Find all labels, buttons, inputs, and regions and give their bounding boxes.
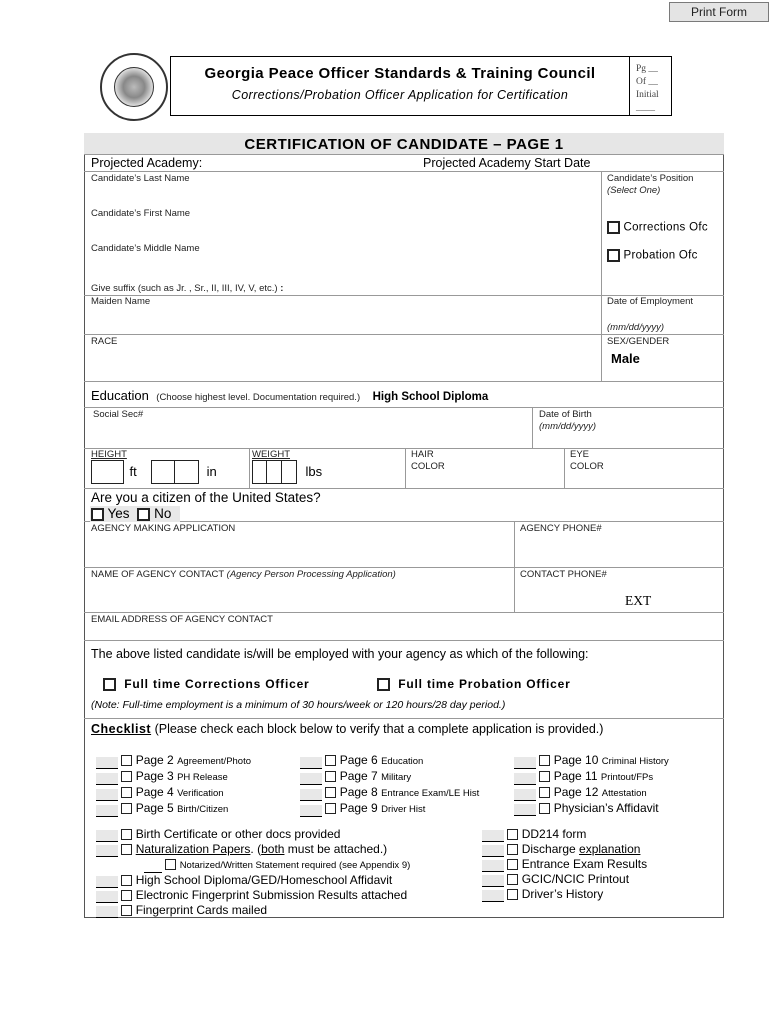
weight-fields <box>252 460 322 484</box>
height-in-input-1[interactable] <box>151 460 175 484</box>
hair-color-label <box>411 449 445 473</box>
eye-word: EYE <box>570 449 590 460</box>
checklist-item[interactable]: Birth Certificate or other docs provided <box>96 827 410 842</box>
checklist-item[interactable]: Page 11 Printout/FPs <box>514 769 669 785</box>
hair-word: HAIR <box>411 449 434 460</box>
citizen-no-label: No <box>154 506 172 521</box>
last-name-label: Candidate’s Last Name <box>91 173 190 184</box>
checklist-item[interactable]: Notarized/Written Statement required (see Appendix 9) <box>96 857 410 873</box>
citizen-no-checkbox[interactable] <box>137 508 150 521</box>
checkbox[interactable] <box>325 787 336 798</box>
checkbox[interactable] <box>121 905 132 916</box>
corrections-option[interactable] <box>607 221 708 234</box>
checkbox[interactable] <box>539 803 550 814</box>
fulltime-corrections-option[interactable] <box>103 677 310 691</box>
page-initial-box <box>630 56 672 116</box>
middle-name-label: Candidate’s Middle Name <box>91 243 200 254</box>
fulltime-corrections-label: Full time Corrections Officer <box>124 677 310 691</box>
checklist-item[interactable]: Page 10 Criminal History <box>514 753 669 769</box>
checklist-item[interactable]: Page 8 Entrance Exam/LE Hist <box>300 785 479 801</box>
initial-label: Initial <box>636 90 659 100</box>
agency-contact-text: NAME OF AGENCY CONTACT <box>91 569 225 580</box>
checklist-item[interactable]: Page 3 PH Release <box>96 769 251 785</box>
race-label: RACE <box>91 336 118 347</box>
form-title: CERTIFICATION OF CANDIDATE – PAGE 1 <box>84 133 724 155</box>
email-label: EMAIL ADDRESS OF AGENCY CONTACT <box>91 614 273 625</box>
citizen-options <box>90 506 180 522</box>
checklist-item[interactable]: Discharge explanation <box>482 842 647 857</box>
checkbox[interactable] <box>121 844 132 855</box>
checklist-item[interactable]: High School Diploma/GED/Homeschool Affidavit <box>96 873 410 888</box>
checklist-item[interactable]: Electronic Fingerprint Submission Results attached <box>96 888 410 903</box>
checkbox[interactable] <box>165 859 176 870</box>
hair-color-word: COLOR <box>411 461 445 472</box>
agency-app-label: AGENCY MAKING APPLICATION <box>91 523 236 534</box>
height-in-input-2[interactable] <box>175 460 199 484</box>
citizen-question: Are you a citizen of the United States? <box>91 490 321 505</box>
suffix-label <box>91 283 283 294</box>
checklist-item[interactable]: Page 2 Agreement/Photo <box>96 753 251 769</box>
checkbox[interactable] <box>121 771 132 782</box>
eye-color-word: COLOR <box>570 461 604 472</box>
fulltime-probation-checkbox[interactable] <box>377 678 390 691</box>
checklist-item[interactable]: Page 9 Driver Hist <box>300 801 479 817</box>
eye-color-label <box>570 449 604 473</box>
probation-label: Probation Ofc <box>623 249 698 262</box>
ext-label: EXT <box>625 593 652 608</box>
checkbox[interactable] <box>507 889 518 900</box>
suffix-colon: : <box>280 283 284 294</box>
checklist-item[interactable]: Fingerprint Cards mailed <box>96 903 410 918</box>
height-ft-input[interactable] <box>91 460 124 484</box>
print-form-button[interactable]: Print Form <box>669 2 769 22</box>
page-number-label: Pg __ <box>636 64 658 74</box>
corrections-label: Corrections Ofc <box>623 221 708 234</box>
checkbox[interactable] <box>325 771 336 782</box>
ssn-label: Social Sec# <box>93 409 144 420</box>
checklist-col2 <box>300 753 479 817</box>
fulltime-corrections-checkbox[interactable] <box>103 678 116 691</box>
education-value[interactable]: High School Diploma <box>372 391 489 403</box>
height-label: HEIGHT <box>91 449 127 460</box>
checkbox[interactable] <box>507 844 518 855</box>
checkbox[interactable] <box>121 787 132 798</box>
date-employment-label: Date of Employment <box>607 296 694 307</box>
sex-value[interactable]: Male <box>611 351 640 366</box>
height-fields <box>91 460 217 484</box>
checklist-col3 <box>514 753 669 816</box>
weight-input-1[interactable] <box>252 460 267 484</box>
sex-label: SEX/GENDER <box>607 336 670 347</box>
checkbox[interactable] <box>325 755 336 766</box>
checklist-item[interactable]: Page 4 Verification <box>96 785 251 801</box>
initial-blank: ____ <box>636 103 655 113</box>
checkbox[interactable] <box>507 859 518 870</box>
header-subtitle: Corrections/Probation Officer Application for Certification <box>231 88 569 102</box>
checklist-item[interactable]: GCIC/NCIC Printout <box>482 872 647 887</box>
agency-contact-label <box>91 569 396 580</box>
checklist-lower-right <box>482 827 647 902</box>
employed-text: The above listed candidate is/will be employed with your agency as which of the following: <box>91 647 589 661</box>
agency-contact-hint: (Agency Person Processing Application) <box>226 569 396 580</box>
checkbox[interactable] <box>539 755 550 766</box>
citizen-yes-checkbox[interactable] <box>91 508 104 521</box>
checkbox[interactable] <box>121 875 132 886</box>
education-row <box>91 387 488 405</box>
in-label: in <box>206 464 217 480</box>
education-hint: (Choose highest level. Documentation required.) <box>156 392 361 403</box>
probation-checkbox[interactable] <box>607 249 620 262</box>
dob-label: Date of Birth <box>539 409 592 420</box>
checklist-hint: (Please check each block below to verify that a complete application is provided.) <box>154 722 604 736</box>
checkbox[interactable] <box>121 803 132 814</box>
position-hint: (Select One) <box>607 185 661 196</box>
checklist-item[interactable]: Naturalization Papers. (both must be attached.) <box>96 842 410 857</box>
contact-phone-label: CONTACT PHONE# <box>520 569 607 580</box>
checklist-item[interactable]: Physician’s Affidavit <box>514 801 669 816</box>
checklist-item[interactable]: Page 12 Attestation <box>514 785 669 801</box>
checkbox[interactable] <box>325 803 336 814</box>
first-name-label: Candidate’s First Name <box>91 208 191 219</box>
checklist-item[interactable]: Page 5 Birth/Citizen <box>96 801 251 817</box>
date-employment-format: (mm/dd/yyyy) <box>607 322 664 333</box>
checklist-title: Checklist <box>91 722 152 736</box>
weight-input-3[interactable] <box>282 460 297 484</box>
agency-phone-label: AGENCY PHONE# <box>520 523 602 534</box>
weight-label: WEIGHT <box>252 449 290 460</box>
checkbox[interactable] <box>507 874 518 885</box>
suffix-text: Give suffix (such as Jr. , Sr., II, III, IV, V, etc.) <box>91 283 278 294</box>
checklist-header <box>91 722 603 736</box>
checklist-item[interactable]: Entrance Exam Results <box>482 857 647 872</box>
checklist-item[interactable]: DD214 form <box>482 827 647 842</box>
checklist-lower-left <box>96 827 410 918</box>
maiden-name-label: Maiden Name <box>91 296 151 307</box>
fulltime-probation-label: Full time Probation Officer <box>398 677 571 691</box>
ft-label: ft <box>129 464 137 480</box>
checklist-col1 <box>96 753 251 817</box>
position-label: Candidate’s Position <box>607 173 694 184</box>
fulltime-note: (Note: Full-time employment is a minimum of 30 hours/week or 120 hours/28 day period.) <box>91 699 506 711</box>
header-title: Georgia Peace Officer Standards & Training Council <box>204 65 596 82</box>
lbs-label: lbs <box>305 464 323 480</box>
probation-option[interactable] <box>607 249 698 262</box>
checkbox[interactable] <box>507 829 518 840</box>
checkbox[interactable] <box>121 829 132 840</box>
checklist-item[interactable]: Page 7 Military <box>300 769 479 785</box>
fulltime-probation-option[interactable] <box>377 677 571 691</box>
page-of-label: Of __ <box>636 77 658 87</box>
checklist-item[interactable]: Page 6 Education <box>300 753 479 769</box>
corrections-checkbox[interactable] <box>607 221 620 234</box>
checkbox[interactable] <box>121 755 132 766</box>
checkbox[interactable] <box>121 890 132 901</box>
projected-academy-label: Projected Academy: <box>91 156 203 170</box>
checkbox[interactable] <box>539 771 550 782</box>
education-label: Education <box>91 388 149 403</box>
projected-start-label: Projected Academy Start Date <box>423 156 591 170</box>
citizen-yes-label: Yes <box>107 506 130 521</box>
weight-input-2[interactable] <box>267 460 282 484</box>
checklist-item[interactable]: Driver’s History <box>482 887 647 902</box>
checkbox[interactable] <box>539 787 550 798</box>
seal-emblem <box>114 67 154 107</box>
dob-format: (mm/dd/yyyy) <box>539 421 596 432</box>
